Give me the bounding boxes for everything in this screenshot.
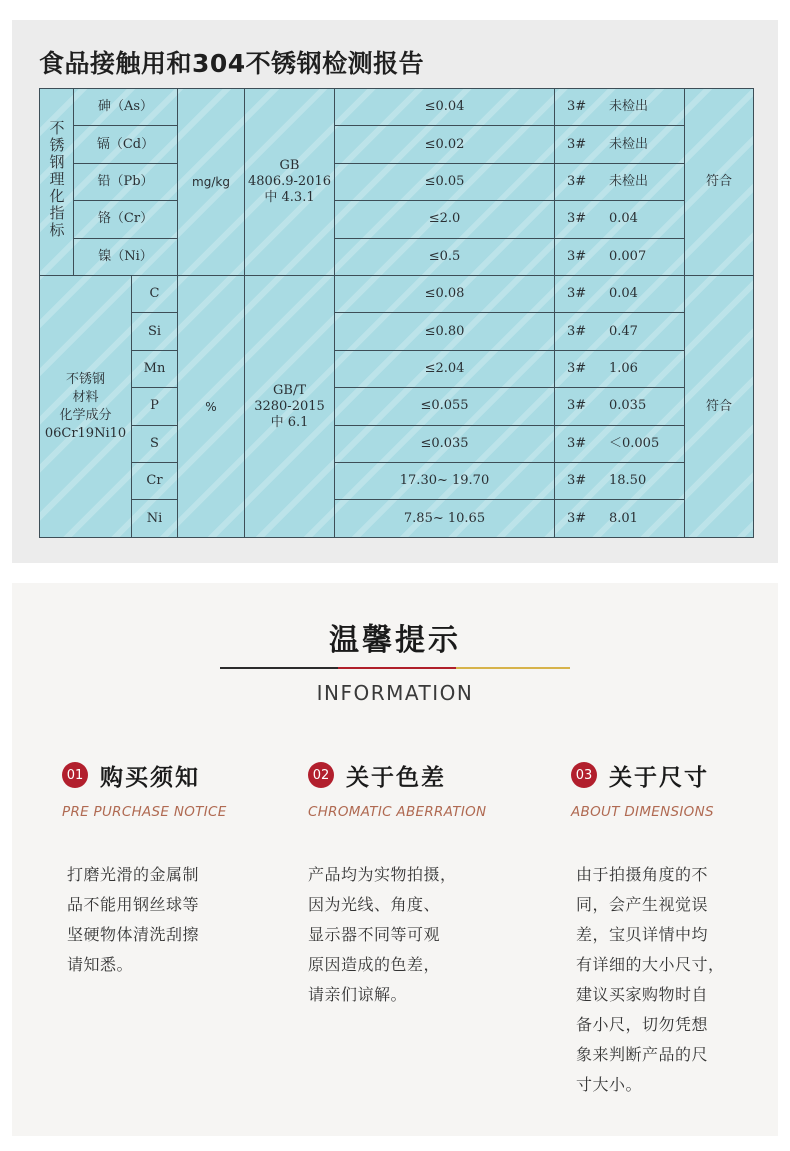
- table-cell-item: Cr: [132, 463, 178, 500]
- number-badge: 03: [571, 762, 597, 788]
- table-cell-item: 砷（As）: [74, 89, 178, 126]
- table-cell-limit: ≤0.055: [335, 388, 555, 425]
- table-cell-limit: ≤0.05: [335, 163, 555, 200]
- group1-standard: GB 4806.9-2016 中 4.3.1: [245, 89, 335, 276]
- info-subtitle: INFORMATION: [316, 681, 474, 705]
- column-body: 由于拍摄角度的不 同，会产生视觉误 差，宝贝详情中均 有详细的大小尺寸， 建议买家购物时自 备小尺，切勿凭想 象来判断产品的尺 寸大小。: [576, 865, 725, 1094]
- column-title: 购买须知: [100, 764, 200, 791]
- column-subtitle: CHROMATIC ABERRATION: [308, 804, 487, 820]
- table-cell-result: 3# 1.06: [555, 350, 685, 387]
- table-cell-result: 3# 0.007: [555, 238, 685, 275]
- group1-label: 不锈钢理化指标: [40, 89, 74, 276]
- table-cell-item: S: [132, 425, 178, 462]
- group2-verdict: 符合: [685, 276, 754, 538]
- table-cell-limit: ≤0.02: [335, 126, 555, 163]
- column-title: 关于尺寸: [609, 764, 709, 791]
- table-cell-result: 3# 0.47: [555, 313, 685, 350]
- group1-verdict: 符合: [685, 89, 754, 276]
- title-divider: [220, 667, 570, 669]
- info-column-dimensions: [571, 760, 790, 1100]
- table-cell-item: 镉（Cd）: [74, 126, 178, 163]
- table-cell-item: 铬（Cr）: [74, 201, 178, 238]
- table-cell-limit: 7.85~ 10.65: [335, 500, 555, 538]
- table-cell-result: 3# 未检出: [555, 163, 685, 200]
- report-table: [39, 88, 754, 538]
- table-cell-limit: ≤0.80: [335, 313, 555, 350]
- table-cell-result: 3# 0.035: [555, 388, 685, 425]
- group2-label: 不锈钢 材料 化学成分 06Cr19Ni10: [40, 276, 132, 538]
- table-cell-result: 3# 18.50: [555, 463, 685, 500]
- table-cell-result: 3# 0.04: [555, 201, 685, 238]
- table-cell-item: C: [132, 276, 178, 313]
- table-cell-result: 3# 8.01: [555, 500, 685, 538]
- table-cell-limit: ≤0.5: [335, 238, 555, 275]
- table-cell-limit: 17.30~ 19.70: [335, 463, 555, 500]
- number-badge: 01: [62, 762, 88, 788]
- table-cell-item: Mn: [132, 350, 178, 387]
- number-badge: 02: [308, 762, 334, 788]
- table-cell-item: Ni: [132, 500, 178, 538]
- report-panel: [12, 20, 778, 563]
- table-cell-limit: ≤2.04: [335, 350, 555, 387]
- table-cell-result: 3# 未检出: [555, 89, 685, 126]
- info-column-chromatic-aberration: [308, 760, 528, 1010]
- table-cell-result: 3# 0.04: [555, 276, 685, 313]
- table-cell-item: P: [132, 388, 178, 425]
- table-cell-item: 铅（Pb）: [74, 163, 178, 200]
- info-panel: [12, 583, 778, 1136]
- column-body: 打磨光滑的金属制 品不能用钢丝球等 坚硬物体清洗刮擦 请知悉。: [67, 865, 200, 974]
- column-subtitle: PRE PURCHASE NOTICE: [62, 804, 227, 820]
- table-cell-limit: ≤2.0: [335, 201, 555, 238]
- table-cell-limit: ≤0.035: [335, 425, 555, 462]
- column-body: 产品均为实物拍摄， 因为光线、角度、 显示器不同等可观 原因造成的色差， 请亲们谅解。: [308, 865, 457, 1004]
- report-title: 食品接触用和304不锈钢检测报告: [39, 49, 425, 78]
- column-title: 关于色差: [346, 764, 446, 791]
- group1-unit: mg/kg: [178, 89, 245, 276]
- table-cell-item: 镍（Ni）: [74, 238, 178, 275]
- table-cell-result: 3# 未检出: [555, 126, 685, 163]
- table-cell-limit: ≤0.04: [335, 89, 555, 126]
- table-cell-result: 3# ＜0.005: [555, 425, 685, 462]
- group2-unit: %: [178, 276, 245, 538]
- table-cell-item: Si: [132, 313, 178, 350]
- info-column-purchase-notice: [62, 760, 282, 980]
- info-title: 温馨提示: [329, 623, 461, 658]
- group2-standard: GB/T 3280-2015 中 6.1: [245, 276, 335, 538]
- table-cell-limit: ≤0.08: [335, 276, 555, 313]
- column-subtitle: ABOUT DIMENSIONS: [571, 804, 714, 820]
